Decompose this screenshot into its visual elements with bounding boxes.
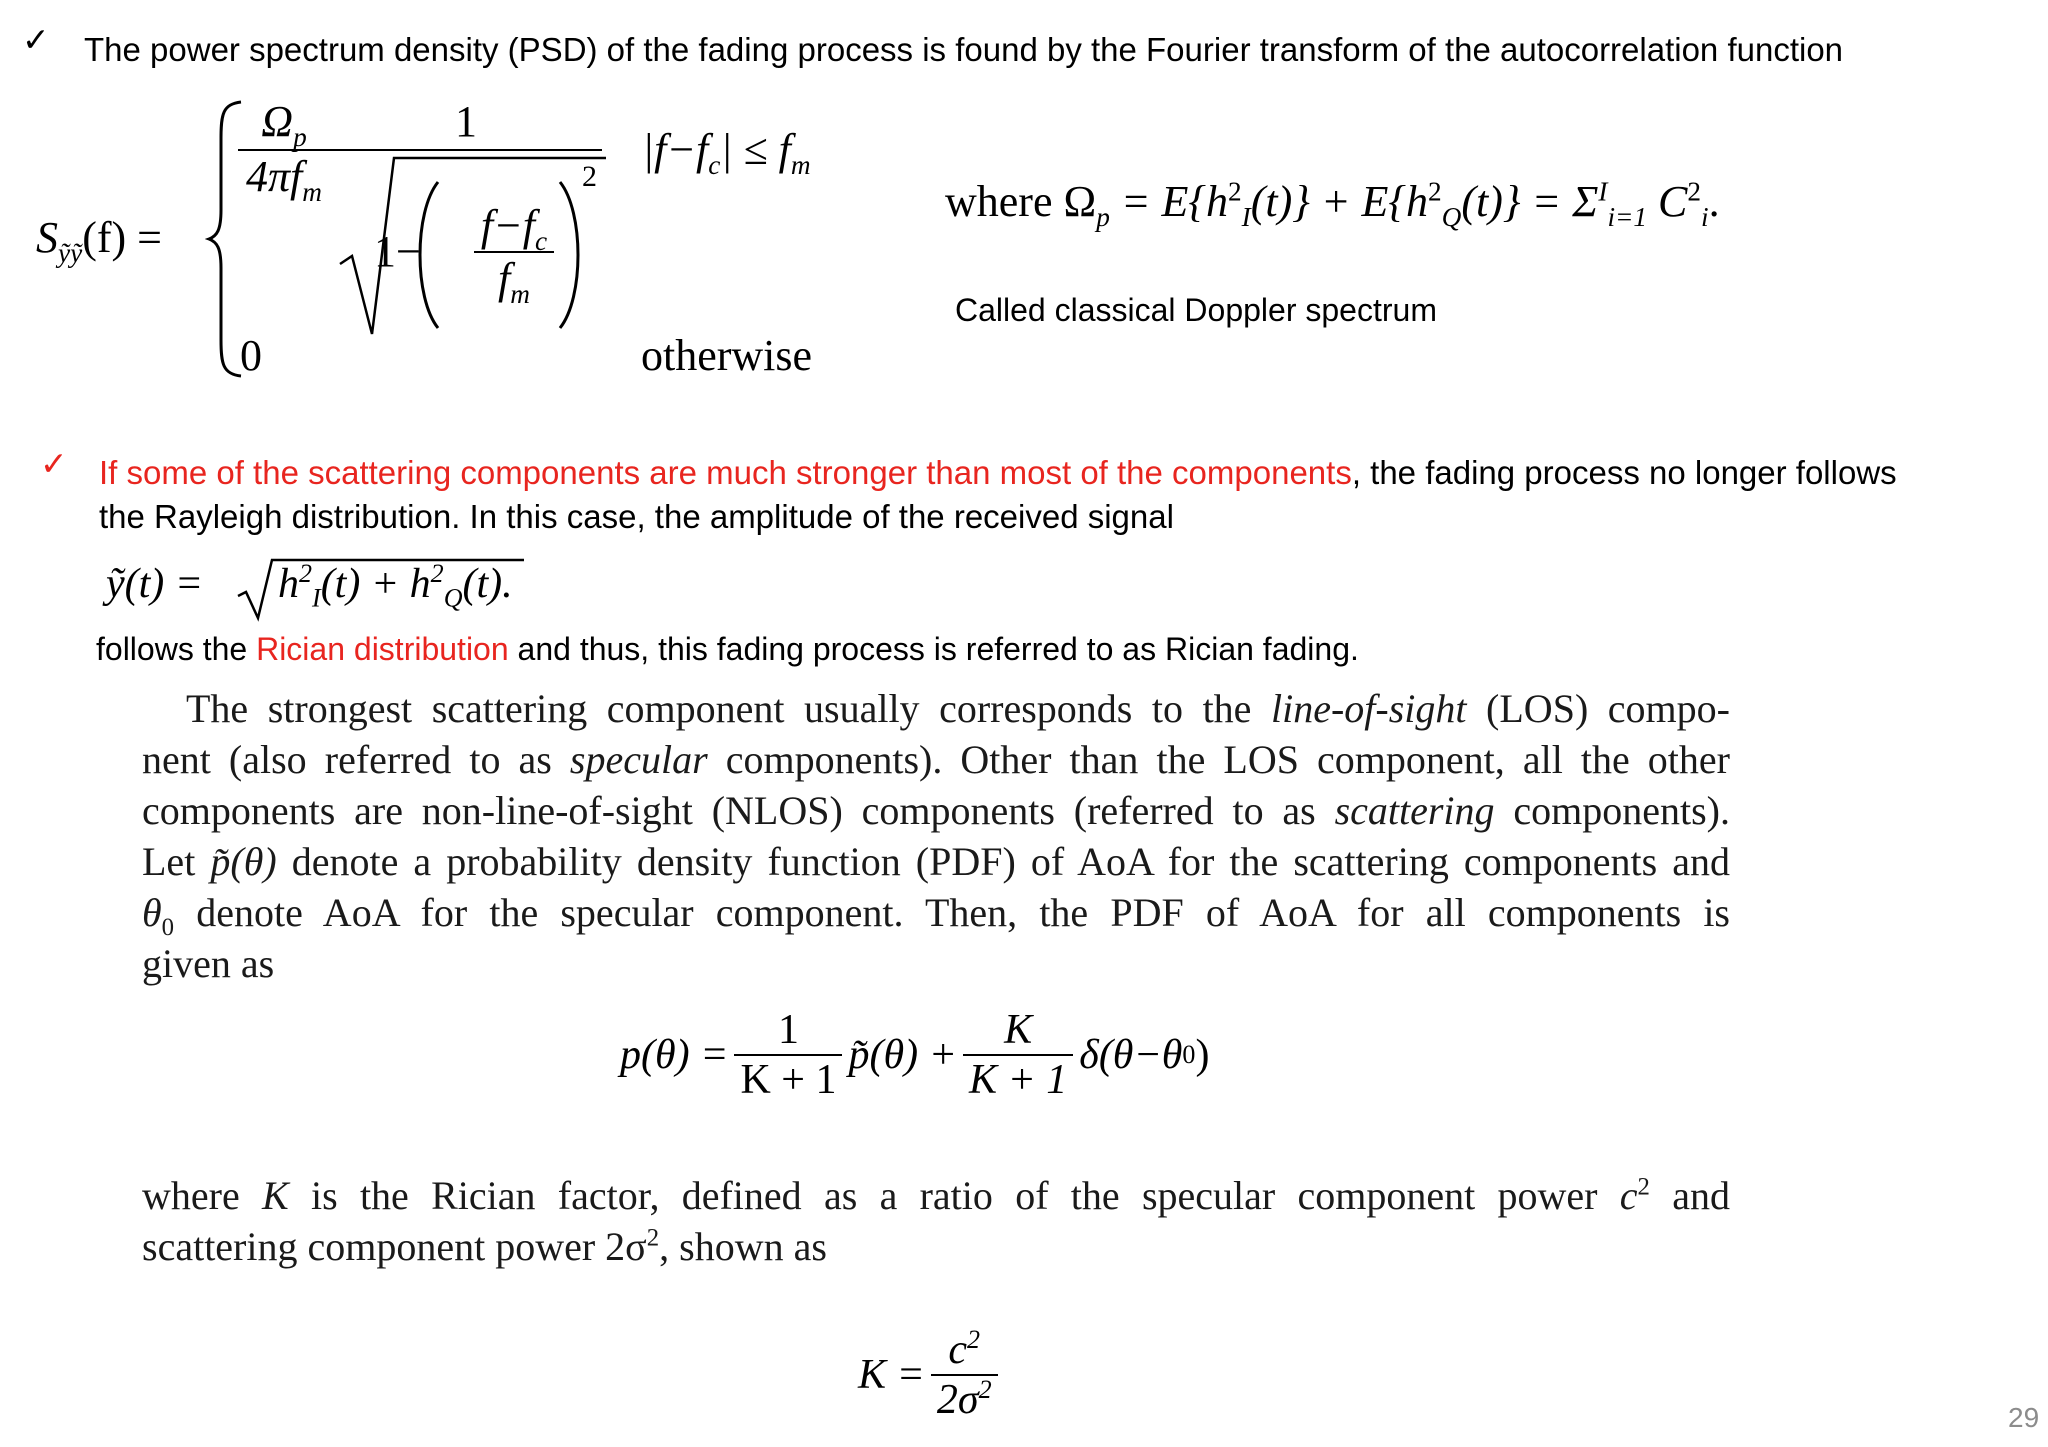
where-k	[142, 1170, 1730, 1272]
paragraph-line: components are non-line-of-sight (NLOS) components (referred to as scattering components).	[142, 788, 1731, 833]
paragraph-line: Let p̃(θ) denote a probability density function (PDF) of AoA for the scattering components and	[142, 839, 1730, 884]
paragraph-line: The strongest scattering component usually corresponds to the line-of-sight (LOS) compo-	[186, 686, 1730, 731]
fraction-bar	[330, 149, 602, 151]
paragraph	[142, 683, 1730, 989]
otherwise: otherwise	[641, 331, 813, 380]
paragraph-line: $\theta_0$ denote AoA for the specular component. Then, the PDF of AoA for all components is	[142, 890, 1730, 941]
psd-lhs: $S_{ỹỹ}(f)$ =	[36, 213, 162, 268]
check-icon: ✓	[22, 20, 50, 59]
paragraph-line: scattering component power $2\sigma^2$, shown as	[142, 1224, 827, 1269]
y-lhs: ỹ(t) =	[106, 561, 204, 607]
paragraph-line: nent (also referred to as specular components). Other than the LOS component, all the other	[142, 737, 1730, 782]
one-minus: 1−	[374, 227, 421, 276]
condition-1: $|f-f_c| \le f_m$	[642, 125, 811, 180]
y-radicand: $h^2_I(t) + h^2_Q(t)$.	[278, 559, 513, 613]
bullet-text-line2: the Rayleigh distribution. In this case, the amplitude of the received signal	[99, 498, 1174, 535]
rician-text: follows the Rician distribution and thus, this fading process is referred to as Rician fading.	[96, 631, 1359, 667]
omega-fraction: $\Omega_p$ $4\pi f_m$	[238, 96, 330, 202]
classical-label: Called classical Doppler spectrum	[955, 292, 1437, 328]
exponent: 2	[582, 160, 597, 193]
check-icon: ✓	[40, 444, 68, 483]
pdf-equation: p(θ) = $\frac{1}{K + 1}$ p̃(θ) + $\frac{K}{K + 1}$ δ(θ−θ 0 )	[620, 1007, 1210, 1103]
page-number: 29	[2008, 1402, 2040, 1433]
paragraph-line: where K is the Rician factor, defined as a ratio of the specular component power $c^2$ and	[142, 1173, 1730, 1218]
k-equation: K = $\frac{c^2}{2\sigma^2}$	[858, 1320, 998, 1430]
paragraph-line: given as	[142, 941, 275, 986]
zero-value: 0	[240, 331, 262, 380]
bullet-text: If some of the scattering components are much stronger than most of the components, the fading process no longer follows	[99, 454, 1897, 491]
bullet-text: The power spectrum density (PSD) of the fading process is found by the Fourier transform of the autocorrelation function	[84, 31, 1844, 68]
inner-fraction: $f-f_c$ $f_m$	[474, 200, 554, 304]
one-numerator: 1	[455, 97, 477, 146]
where-omega: where $\Omega_p = E\{h^2_I(t)\} + E\{h^2_Q(t)\} = \Sigma^I_{i=1}$ $C^2_i$.	[945, 176, 1720, 232]
